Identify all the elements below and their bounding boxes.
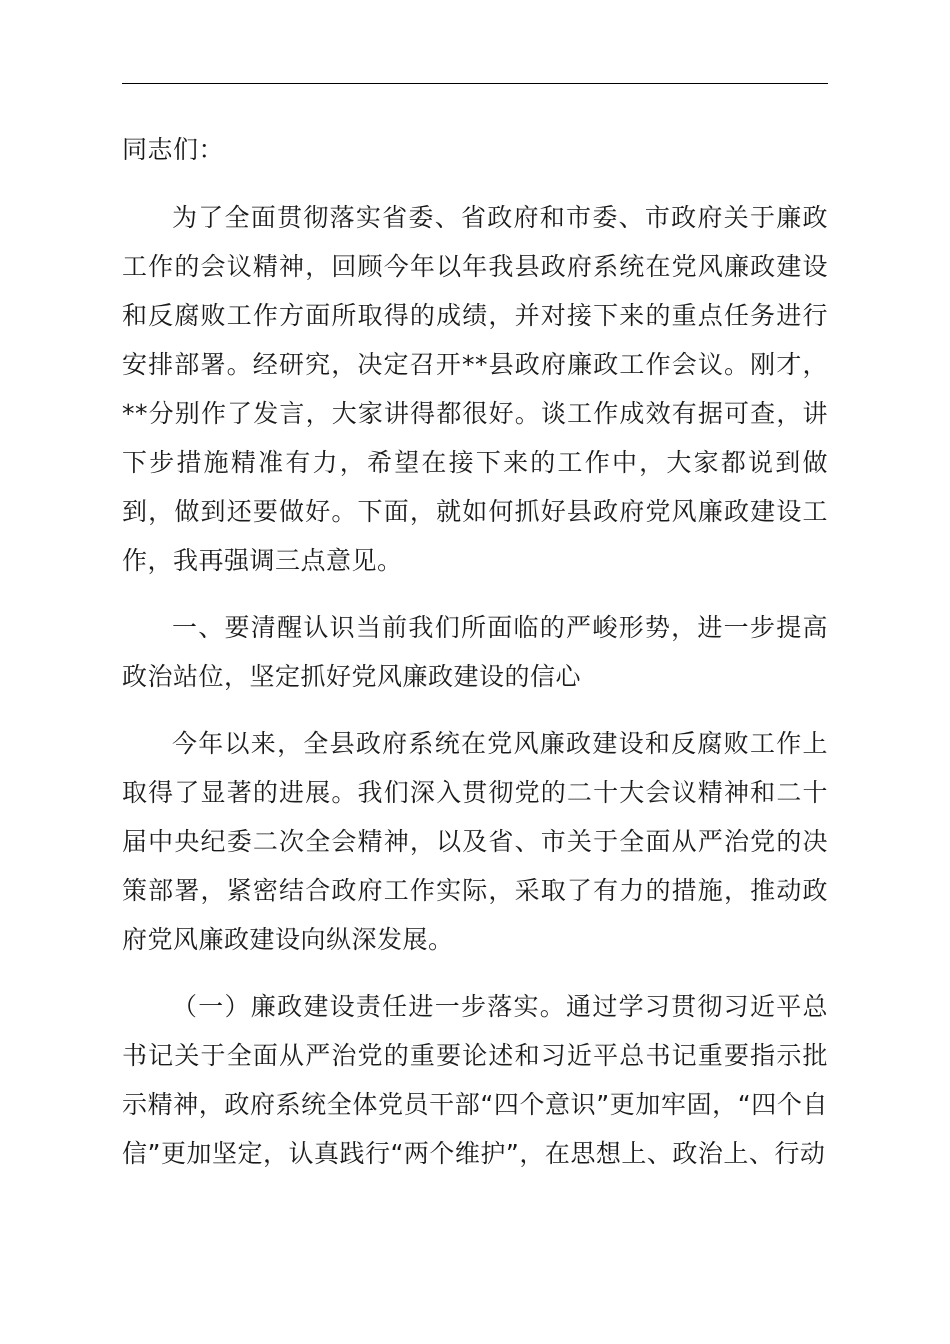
header-rule	[122, 83, 828, 84]
subsection-1: （一）廉政建设责任进一步落实。通过学习贯彻习近平总书记关于全面从严治党的重要论述和习近平总书记重要指示批示精神，政府系统全体党员干部“四个意识”更加牢固，“四个自信”更加坚定，认真践行“两个维护”，在思想上、政治上、行动	[122, 992, 828, 1168]
document-body	[122, 125, 828, 1196]
paragraph-intro: 为了全面贯彻落实省委、省政府和市委、市政府关于廉政工作的会议精神，回顾今年以年我县政府系统在党风廉政建设和反腐败工作方面所取得的成绩，并对接下来的重点任务进行安排部署。经研究，决定召开**县政府廉政工作会议。刚才，**分别作了发言，大家讲得都很好。谈工作成效有据可查，讲下步措施精准有力，希望在接下来的工作中，大家都说到做到，做到还要做好。下面，就如何抓好县政府党风廉政建设工作，我再强调三点意见。	[122, 203, 828, 575]
paragraph-progress: 今年以来，全县政府系统在党风廉政建设和反腐败工作上取得了显著的进展。我们深入贯彻党的二十大会议精神和二十届中央纪委二次全会精神，以及省、市关于全面从严治党的决策部署，紧密结合政府工作实际，采取了有力的措施，推动政府党风廉政建设向纵深发展。	[122, 729, 828, 954]
salutation: 同志们：	[122, 135, 225, 164]
section-heading-1: 一、要清醒认识当前我们所面临的严峻形势，进一步提高政治站位，坚定抓好党风廉政建设的信心	[122, 613, 828, 691]
